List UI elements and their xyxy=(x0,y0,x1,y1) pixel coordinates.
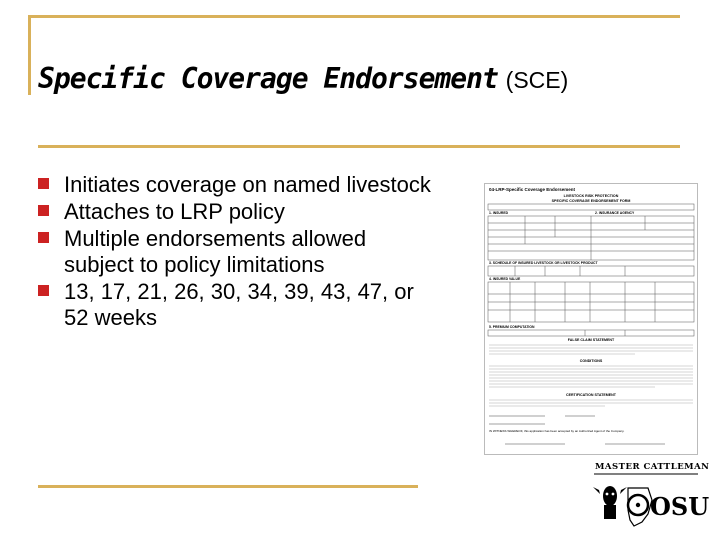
logo-initials: OSU xyxy=(650,492,710,521)
bullet-item xyxy=(38,279,438,331)
slide-title-main: Specific Coverage Endorsement xyxy=(38,62,498,95)
bullet-item xyxy=(38,172,438,198)
form-witness: IN WITNESS WHEREOF, this application has been accepted by an Authorized Agent of the Company. xyxy=(489,429,625,433)
form-section-schedule: 3. SCHEDULE OF INSURED LIVESTOCK OR LIVESTOCK PRODUCT xyxy=(489,261,598,265)
form-section-agency: 2. INSURANCE AGENCY xyxy=(595,211,635,215)
bullet-square-icon xyxy=(38,205,49,216)
logo-text: MASTER CATTLEMAN xyxy=(595,462,710,472)
bullet-square-icon xyxy=(38,285,49,296)
bullet-text: Multiple endorsements allowed subject to policy limitations xyxy=(64,226,367,277)
bullet-text: Attaches to LRP policy xyxy=(64,199,285,224)
bullet-item xyxy=(38,199,438,225)
bullet-square-icon xyxy=(38,232,49,243)
bullet-text: 13, 17, 21, 26, 30, 34, 39, 43, 47, or 52 weeks xyxy=(64,279,414,330)
form-false-claim: FALSE CLAIM STATEMENT xyxy=(567,338,615,342)
frame-bottom-line xyxy=(38,485,418,488)
form-image xyxy=(485,184,697,454)
form-heading: 04-LRP-Specific Coverage Endorsement xyxy=(489,187,576,192)
bullet-list xyxy=(38,172,438,332)
slide-title-abbr: (SCE) xyxy=(505,67,569,93)
form-section-values: 4. INSURED VALUE xyxy=(489,277,521,281)
master-cattleman-logo xyxy=(590,460,710,535)
form-subheading-2: SPECIFIC COVERAGE ENDORSEMENT FORM xyxy=(551,199,631,203)
form-section-premium: 5. PREMIUM COMPUTATION xyxy=(489,325,535,329)
form-section-insured: 1. INSURED xyxy=(489,211,509,215)
bullet-square-icon xyxy=(38,178,49,189)
bullet-item xyxy=(38,226,438,278)
title-divider xyxy=(38,145,680,148)
frame-top-line xyxy=(28,15,680,18)
slide-title xyxy=(38,62,568,95)
form-subheading-1: LIVESTOCK RISK PROTECTION xyxy=(563,194,619,198)
frame-left-line xyxy=(28,15,31,95)
form-certification: CERTIFICATION STATEMENT xyxy=(566,393,616,397)
bullet-text: Initiates coverage on named livestock xyxy=(64,172,431,197)
form-conditions: CONDITIONS xyxy=(579,359,603,363)
form-thumbnail xyxy=(484,183,698,455)
